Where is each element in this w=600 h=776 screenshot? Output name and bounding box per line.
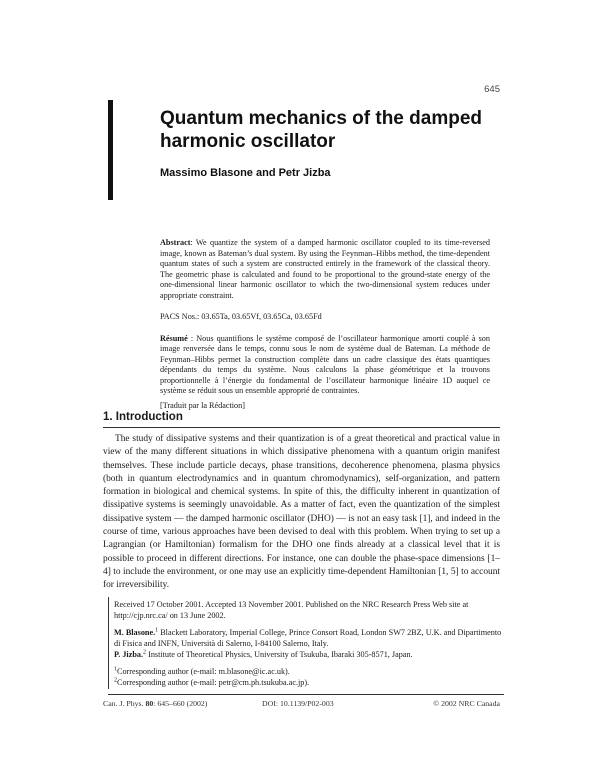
section-heading: 1. Introduction — [103, 411, 183, 423]
authors: Massimo Blasone and Petr Jizba — [160, 167, 331, 179]
author2-mark: 2 — [143, 649, 147, 656]
author2-affil-text: Institute of Theoretical Physics, University of Tsukuba, Ibaraki 305-8571, Japan. — [146, 650, 413, 659]
pacs: PACS Nos.: 03.65Ta, 03.65Vf, 03.65Ca, 03.65Fd — [160, 312, 322, 321]
corr1-mark: 1 — [114, 666, 117, 673]
translation-note: [Traduit par la Rédaction] — [160, 400, 245, 410]
corr2-text: Corresponding author (e-mail: petr@cm.ph.tsukuba.ac.jp). — [117, 678, 310, 687]
footnote-rule-vertical — [108, 597, 109, 689]
author1-affiliation — [114, 627, 504, 649]
received-note: Received 17 October 2001. Accepted 13 November 2001. Published on the NRC Research Press Web site at http://cjp.nrc.ca/ on 13 June 2002. — [114, 600, 469, 620]
abstract-text: : We quantize the system of a damped harmonic oscillator coupled to its time-reversed image, known as Bateman’s dual system. By using the Feynman–Hibbs method, the time-dependent quantum states of such a system are constructed entirely in the framework of the classical theory. The geometric phase is calculated and found to be proportional to the ground-state energy of the one-dimensional linear harmonic oscillator to which the two-dimensional system reduces under appropriate constraint. — [160, 238, 490, 300]
title-rule — [108, 100, 113, 200]
footer-pages: : 645–660 (2002) — [153, 699, 208, 708]
resume-text: : Nous quantifions le système composé de l’oscillateur harmonique amorti couplé à son image renversée dans le temps, connu sous le nom de système dual de Bateman. La méthode de Feynman–Hibbs permet la construction complète dans un cadre classique des états quantiques dépendants du temps du système. Nous calculons la phase géométrique et la trouvons proportionnelle à l’énergie du fondamental de l’oscillateur harmonique linéaire 1D auquel ce système se réduit sous un ensemble approprié de contraintes. — [160, 333, 490, 395]
author1-name: M. Blasone. — [114, 628, 156, 637]
paper-title — [160, 107, 520, 153]
section-rule — [103, 427, 500, 428]
introduction-body: The study of dissipative systems and their quantization is of a great theoretical and practical value in view of the many different situations in which dissipative phenomena with a quantum origin manifest themselves. These include particle decays, phase transitions, decoherence phenomena, plasma physics (both in quantum electrodynamics and in quantum chromodynamics), self-organization, and pattern formation in biological and chemical systems. In spite of this, the difficulty inherent in quantization of dissipative systems is seemingly unavoidable. As a matter of fact, even the quantization of the simplest dissipative system — the damped harmonic oscillator (DHO) — is not an easy task [1], and indeed in the course of time, various approaches have been devised to deal with this problem. When trying to set up a Lagrangian (or Hamiltonian) formalism for the DHO one finds already at a classical level that it is possible to proceed in different directions. For instance, one can double the phase-space dimensions [1–4] to include the environment, or one may use an explicitly time-dependent Hamiltonian [1, 5] to account for irreversibility. — [103, 434, 500, 591]
corresponding-author-1 — [114, 666, 504, 677]
footer-journal: Can. J. Phys. — [103, 699, 146, 708]
author2-affiliation — [114, 649, 504, 660]
footer-citation — [103, 699, 207, 708]
author1-affil-text: Blackett Laboratory, Imperial College, Prince Consort Road, London SW7 2BZ, U.K. and Dipartimento di Fisica and INFN, Università di Salerno, I-84100 Salerno, Italy. — [114, 628, 502, 648]
corr1-text: Corresponding author (e-mail: m.blasone@ic.ac.uk). — [117, 667, 290, 676]
footer-copyright: © 2002 NRC Canada — [433, 699, 500, 708]
corr2-mark: 2 — [114, 677, 117, 684]
footnote-rule-horizontal — [108, 694, 504, 695]
abstract-label: Abstract — [160, 238, 191, 247]
footer-volume: 80 — [145, 699, 154, 708]
corresponding-author-2 — [114, 677, 504, 688]
abstract — [160, 238, 490, 301]
footnote-block — [114, 599, 504, 688]
resume — [160, 334, 490, 397]
author1-mark: 1 — [155, 627, 159, 634]
title-line-2: harmonic oscillator — [160, 131, 336, 152]
resume-label: Résumé — [160, 333, 188, 343]
title-line-1: Quantum mechanics of the damped — [160, 108, 482, 129]
abstract-block — [160, 238, 490, 422]
author2-name: P. Jizba. — [114, 650, 144, 659]
footer-doi: DOI: 10.1139/P02-003 — [262, 699, 334, 708]
page-number: 645 — [484, 84, 500, 95]
